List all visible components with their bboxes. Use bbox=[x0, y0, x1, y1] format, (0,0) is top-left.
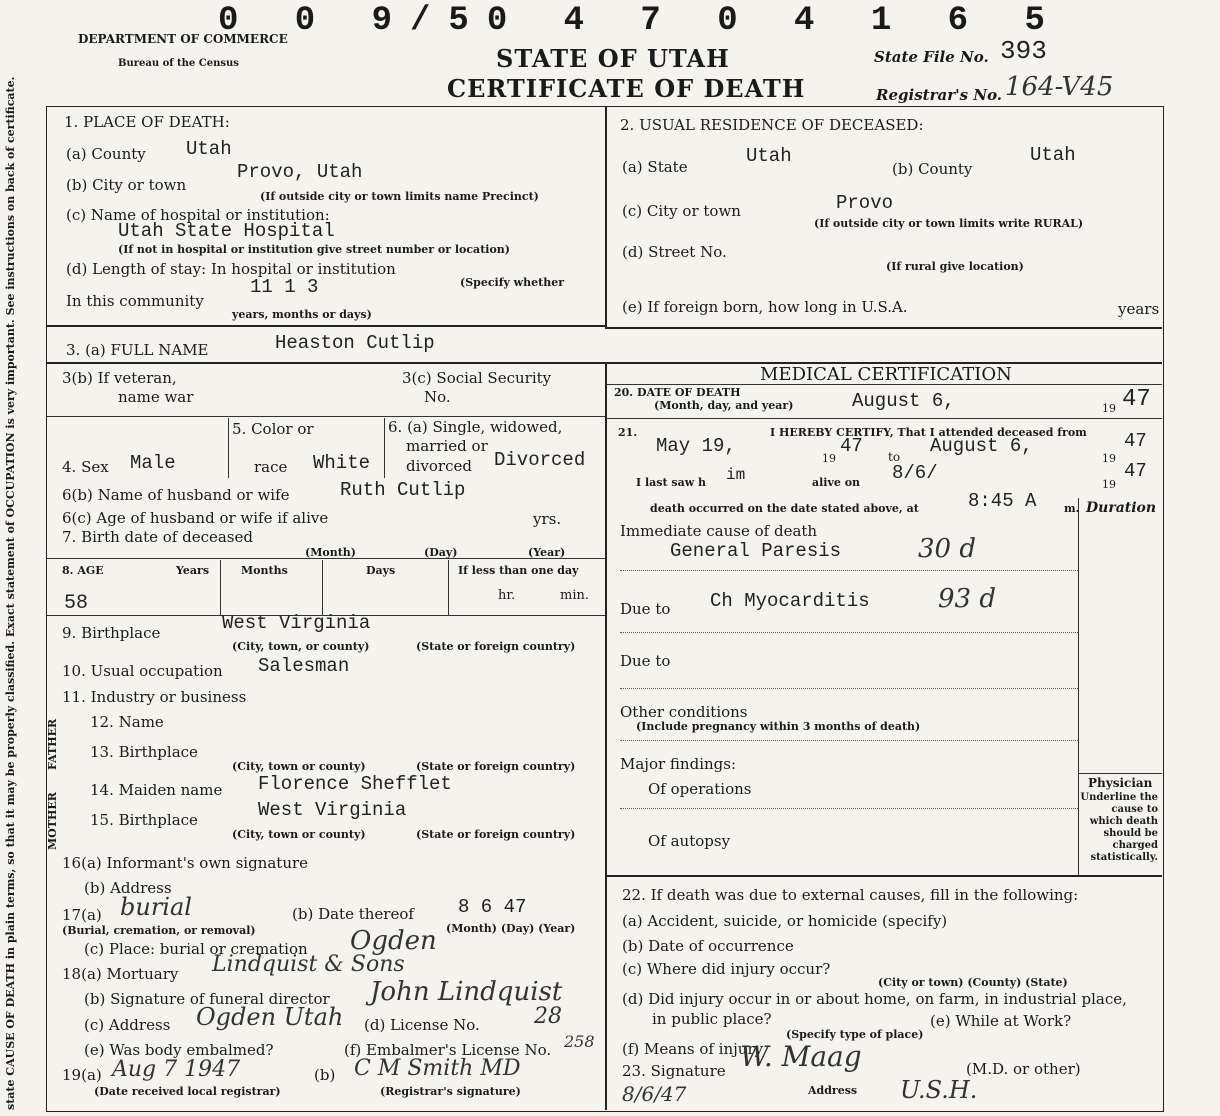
residence-county-label: (b) County bbox=[892, 160, 973, 178]
physician-signature: W. Maag bbox=[740, 1040, 862, 1073]
certify-number: 21. bbox=[618, 426, 638, 439]
age-min-label: min. bbox=[560, 588, 589, 603]
mortuary-label: 18(a) Mortuary bbox=[62, 965, 179, 983]
embalmer-license-label: (f) Embalmer's License No. bbox=[344, 1041, 552, 1059]
age-value: 58 bbox=[64, 592, 89, 615]
other-conditions-label: Other conditions bbox=[620, 703, 748, 721]
stay-value: 11 1 3 bbox=[250, 276, 319, 298]
external-d-hint: (Specify type of place) bbox=[786, 1028, 924, 1041]
registrar-number-value: 164-V45 bbox=[1005, 72, 1114, 102]
due-to-1-duration: 93 d bbox=[938, 584, 996, 614]
external-f-label: (f) Means of injury bbox=[622, 1040, 764, 1058]
spouse-value: Ruth Cutlip bbox=[340, 479, 466, 501]
certificate-title: CERTIFICATE OF DEATH bbox=[447, 74, 806, 103]
physician-address-label: Address bbox=[808, 1084, 858, 1097]
social-security-label: 3(c) Social Security bbox=[402, 369, 552, 387]
street-hint: (If rural give location) bbox=[886, 260, 1024, 273]
received-label: 19(a) bbox=[62, 1066, 102, 1084]
birthdate-label: 7. Birth date of deceased bbox=[62, 528, 253, 546]
dod-year: 47 bbox=[1122, 386, 1151, 413]
medical-certification-title: MEDICAL CERTIFICATION bbox=[760, 364, 1012, 385]
md-label: (M.D. or other) bbox=[966, 1060, 1081, 1078]
marital-value: Divorced bbox=[494, 449, 586, 471]
mother-bp-hint-2: (State or foreign country) bbox=[416, 828, 576, 841]
last-saw-label: I last saw h bbox=[636, 476, 707, 489]
birthdate-day: (Day) bbox=[424, 546, 458, 559]
age-days-header: Days bbox=[366, 564, 396, 577]
certify-text: I HEREBY CERTIFY, That I attended deceased from bbox=[770, 426, 1087, 439]
mother-tag: MOTHER bbox=[46, 792, 59, 850]
hospital-label: (c) Name of hospital or institution: bbox=[66, 206, 330, 224]
alive-on-label: alive on bbox=[812, 476, 861, 489]
mother-maiden-value: Florence Shefflet bbox=[258, 773, 452, 795]
death-county-value: Utah bbox=[186, 138, 232, 160]
mother-bp-hint-1: (City, town or county) bbox=[232, 828, 366, 841]
burial-date-label: (b) Date thereof bbox=[292, 905, 414, 923]
last-saw-him: im bbox=[726, 466, 746, 484]
age-less-day-header: If less than one day bbox=[458, 564, 579, 577]
place-of-death-title: 1. PLACE OF DEATH: bbox=[64, 113, 230, 131]
state-file-label: State File No. bbox=[874, 48, 989, 66]
burial-place-label: (c) Place: burial or cremation bbox=[84, 940, 308, 958]
received-hint: (Date received local registrar) bbox=[94, 1085, 281, 1098]
sex-value: Male bbox=[130, 452, 176, 474]
death-time-m: m. bbox=[1064, 502, 1080, 515]
stay-hint: years, months or days) bbox=[232, 308, 372, 321]
race-value: White bbox=[313, 452, 371, 474]
age-hr-label: hr. bbox=[498, 588, 516, 603]
birthplace-hint-1: (City, town, or county) bbox=[232, 640, 370, 653]
burial-date-value: 8 6 47 bbox=[458, 896, 527, 918]
stay-label: (d) Length of stay: In hospital or institution bbox=[66, 260, 396, 278]
attended-from-date: May 19, bbox=[656, 435, 736, 457]
occupation-label: 10. Usual occupation bbox=[62, 662, 223, 680]
external-e-label: (e) While at Work? bbox=[930, 1012, 1072, 1030]
marital-label-3: divorced bbox=[406, 457, 472, 475]
death-city-label: (b) City or town bbox=[66, 176, 187, 194]
social-security-no-label: No. bbox=[424, 388, 451, 406]
death-county-label: (a) County bbox=[66, 145, 146, 163]
father-bp-hint-1: (City, town or county) bbox=[232, 760, 366, 773]
death-city-hint: (If outside city or town limits name Precinct) bbox=[260, 190, 539, 203]
age-months-header: Months bbox=[241, 564, 288, 577]
state-title: STATE OF UTAH bbox=[496, 44, 730, 73]
burial-value: burial bbox=[120, 893, 192, 921]
operations-label: Of operations bbox=[648, 780, 752, 798]
residence-city-value: Provo bbox=[836, 192, 894, 214]
marital-label-1: 6. (a) Single, widowed, bbox=[388, 418, 563, 436]
mother-birthplace-value: West Virginia bbox=[258, 799, 407, 821]
spouse-age-label: 6(c) Age of husband or wife if alive bbox=[62, 509, 329, 527]
alive-on-date: 8/6/ bbox=[892, 462, 938, 484]
physician-instruction: Underline the cause to which death should be charged statistically. bbox=[1080, 792, 1158, 863]
father-name-label: 12. Name bbox=[90, 713, 164, 731]
age-label: 8. AGE bbox=[62, 564, 104, 577]
spouse-age-yrs: yrs. bbox=[533, 510, 562, 528]
mother-birthplace-label: 15. Birthplace bbox=[90, 811, 198, 829]
informant-address-label: (b) Address bbox=[84, 879, 172, 897]
funeral-director-signature: John Lindquist bbox=[370, 977, 563, 1007]
birthplace-label: 9. Birthplace bbox=[62, 624, 161, 642]
alive-on-year: 47 bbox=[1124, 460, 1147, 482]
full-name-label: 3. (a) FULL NAME bbox=[66, 341, 209, 359]
date-of-death-value: August 6, bbox=[852, 390, 955, 412]
date-of-death-label: 20. DATE OF DEATH bbox=[614, 386, 741, 399]
funeral-director-label: (b) Signature of funeral director bbox=[84, 990, 330, 1008]
immediate-cause-label: Immediate cause of death bbox=[620, 522, 818, 540]
sex-label: 4. Sex bbox=[62, 458, 109, 476]
certificate-serial-number: 0 0 9/50 4 7 0 4 1 6 5 bbox=[218, 2, 1063, 40]
color-label: 5. Color or bbox=[232, 420, 314, 438]
major-findings-label: Major findings: bbox=[620, 755, 737, 773]
to-nineteen: 19 bbox=[1102, 452, 1116, 465]
death-time-value: 8:45 A bbox=[968, 490, 1037, 512]
death-city-value: Provo, Utah bbox=[237, 161, 363, 183]
industry-label: 11. Industry or business bbox=[62, 688, 247, 706]
due-to-2-label: Due to bbox=[620, 652, 671, 670]
burial-place-value: Ogden bbox=[350, 926, 437, 956]
spouse-label: 6(b) Name of husband or wife bbox=[62, 486, 290, 504]
physician-title: Physician bbox=[1088, 776, 1153, 790]
due-to-1-label: Due to bbox=[620, 600, 671, 618]
stay-specify: (Specify whether bbox=[460, 276, 565, 289]
residence-title: 2. USUAL RESIDENCE OF DECEASED: bbox=[620, 116, 924, 134]
physician-address-value: U.S.H. bbox=[900, 1076, 978, 1104]
license-label: (d) License No. bbox=[364, 1016, 480, 1034]
attended-to-year: 47 bbox=[1124, 430, 1147, 452]
alive-nineteen: 19 bbox=[1102, 478, 1116, 491]
attended-to-date: August 6, bbox=[930, 435, 1033, 457]
duration-header: Duration bbox=[1086, 500, 1157, 516]
burial-date-hint: (Month) (Day) (Year) bbox=[446, 922, 576, 935]
community-label: In this community bbox=[66, 292, 204, 310]
father-bp-hint-2: (State or foreign country) bbox=[416, 760, 576, 773]
full-name-value: Heaston Cutlip bbox=[275, 332, 435, 354]
external-b-label: (b) Date of occurrence bbox=[622, 937, 794, 955]
dod-nineteen: 19 bbox=[1102, 402, 1116, 415]
death-occurred-label: death occurred on the date stated above, at bbox=[650, 502, 919, 515]
burial-label: 17(a) bbox=[62, 906, 102, 924]
mortuary-value: Lindquist & Sons bbox=[212, 952, 405, 977]
war-label: name war bbox=[118, 388, 194, 406]
external-c-hint: (City or town) (County) (State) bbox=[878, 976, 1068, 989]
hospital-value: Utah State Hospital bbox=[118, 220, 335, 242]
immediate-cause-duration: 30 d bbox=[918, 534, 976, 564]
license-value: 28 bbox=[534, 1004, 562, 1029]
race-label: race bbox=[254, 458, 288, 476]
date-of-death-hint: (Month, day, and year) bbox=[654, 399, 794, 412]
hospital-hint: (If not in hospital or institution give street number or location) bbox=[118, 243, 510, 256]
age-years-header: Years bbox=[176, 564, 210, 577]
burial-hint: (Burial, cremation, or removal) bbox=[62, 924, 256, 937]
birthdate-year: (Year) bbox=[528, 546, 566, 559]
received-date: Aug 7 1947 bbox=[112, 1057, 241, 1082]
signature-date: 8/6/47 bbox=[622, 1082, 687, 1106]
father-birthplace-label: 13. Birthplace bbox=[90, 743, 198, 761]
signature-label: 23. Signature bbox=[622, 1062, 726, 1080]
embalmed-label: (e) Was body embalmed? bbox=[84, 1041, 274, 1059]
foreign-years-label: years bbox=[1118, 300, 1160, 318]
external-d2-label: in public place? bbox=[652, 1010, 772, 1028]
state-file-value: 393 bbox=[1000, 36, 1047, 66]
informant-signature-label: 16(a) Informant's own signature bbox=[62, 854, 309, 872]
residence-county-value: Utah bbox=[1030, 144, 1076, 166]
mother-maiden-label: 14. Maiden name bbox=[90, 781, 223, 799]
residence-city-hint: (If outside city or town limits write RURAL) bbox=[814, 217, 1084, 230]
external-c-label: (c) Where did injury occur? bbox=[622, 960, 831, 978]
birthdate-month: (Month) bbox=[305, 546, 356, 559]
due-to-1-value: Ch Myocarditis bbox=[710, 590, 870, 612]
external-causes-title: 22. If death was due to external causes, fill in the following: bbox=[622, 886, 1079, 904]
other-conditions-hint: (Include pregnancy within 3 months of death) bbox=[636, 720, 921, 733]
street-label: (d) Street No. bbox=[622, 243, 727, 261]
registrar-number-label: Registrar's No. bbox=[876, 86, 1003, 104]
embalmer-license-value: 258 bbox=[564, 1032, 595, 1051]
attended-from-year: 47 bbox=[840, 435, 863, 457]
mortuary-address-label: (c) Address bbox=[84, 1016, 171, 1034]
autopsy-label: Of autopsy bbox=[648, 832, 731, 850]
registrar-signature: C M Smith MD bbox=[354, 1056, 521, 1081]
residence-city-label: (c) City or town bbox=[622, 202, 741, 220]
residence-state-label: (a) State bbox=[622, 158, 688, 176]
residence-state-value: Utah bbox=[746, 145, 792, 167]
registrar-signature-label: (b) bbox=[314, 1066, 336, 1084]
registrar-signature-hint: (Registrar's signature) bbox=[380, 1085, 521, 1098]
marital-label-2: married or bbox=[406, 437, 488, 455]
foreign-born-label: (e) If foreign born, how long in U.S.A. bbox=[622, 298, 908, 316]
side-instructions: state CAUSE OF DEATH in plain terms, so that it may be properly classified. Exact statement of OCCUPATION is very important. See instructions on back of certificate. bbox=[4, 76, 17, 1110]
external-d-label: (d) Did injury occur in or about home, on farm, in industrial place, bbox=[622, 990, 1127, 1008]
external-a-label: (a) Accident, suicide, or homicide (specify) bbox=[622, 912, 948, 930]
bureau-label: Bureau of the Census bbox=[118, 58, 239, 69]
veteran-label: 3(b) If veteran, bbox=[62, 369, 177, 387]
father-tag: FATHER bbox=[46, 718, 59, 770]
occupation-value: Salesman bbox=[258, 655, 350, 677]
to-label: to bbox=[888, 450, 901, 464]
from-nineteen: 19 bbox=[822, 452, 836, 465]
birthplace-hint-2: (State or foreign country) bbox=[416, 640, 576, 653]
immediate-cause-value: General Paresis bbox=[670, 540, 842, 562]
department-label: DEPARTMENT OF COMMERCE bbox=[78, 32, 288, 46]
mortuary-address-value: Ogden Utah bbox=[196, 1003, 344, 1031]
birthplace-value: West Virginia bbox=[222, 612, 371, 634]
